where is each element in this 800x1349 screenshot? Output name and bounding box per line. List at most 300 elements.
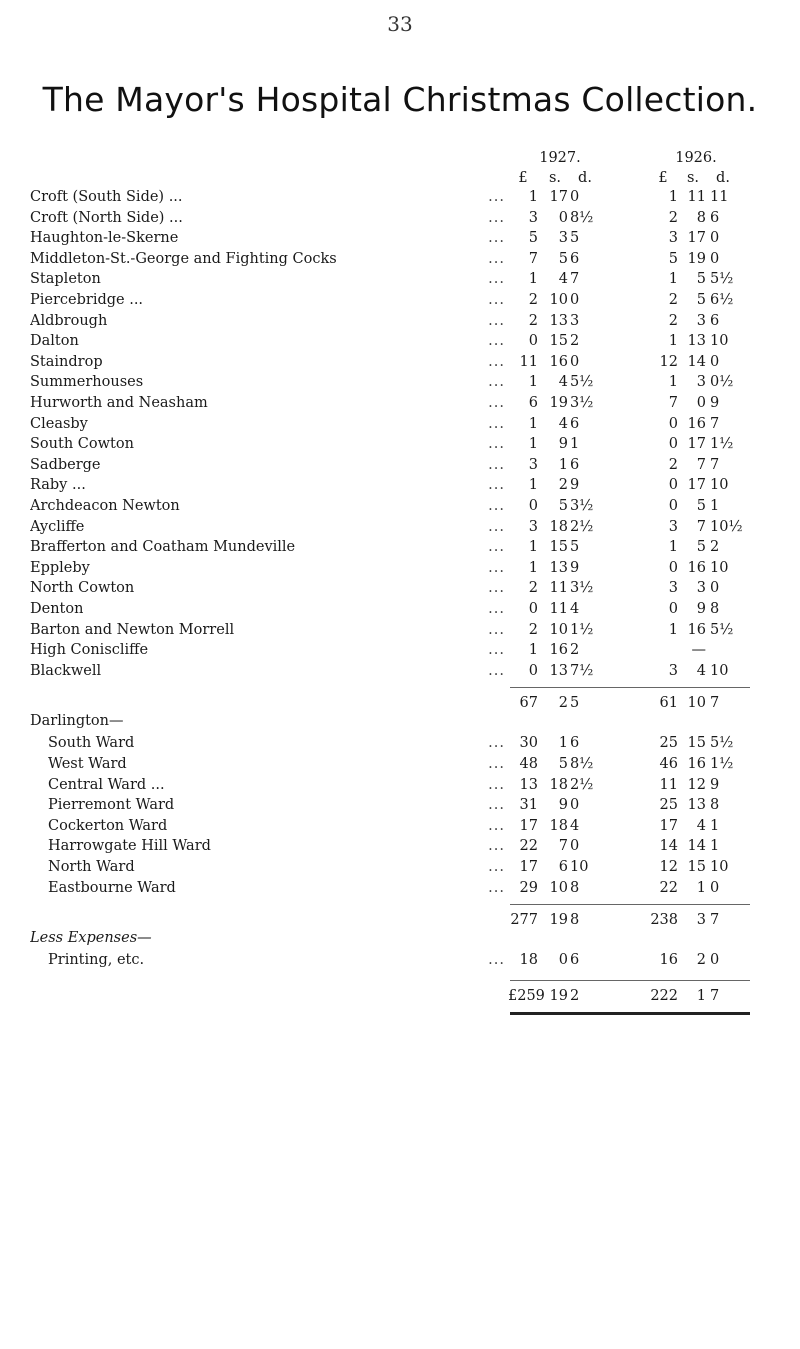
pounds-1926: 1: [668, 621, 678, 638]
pence-1926: 6: [710, 312, 720, 329]
pence-1927: 1: [570, 436, 580, 453]
pence-1926: 2: [710, 539, 720, 556]
shillings-1927: 16: [549, 642, 568, 659]
pence-1926: 10: [710, 559, 729, 576]
row-label: Archdeacon Newton: [30, 498, 180, 514]
row-label: Cleasby: [30, 415, 88, 432]
pounds-1927: 1: [528, 415, 538, 432]
parish-row: [30, 372, 790, 393]
parish-row: [30, 578, 790, 599]
parish-row: [30, 537, 790, 558]
shillings-1926: 15: [687, 859, 706, 875]
pence-1926: 6½: [710, 292, 734, 308]
pence-1927: 5½: [570, 374, 594, 391]
leader-dots: ...: [488, 817, 505, 834]
pence-1927: 2½: [570, 518, 594, 535]
row-label: Pierremont Ward: [48, 797, 175, 814]
shillings-1926: 16: [687, 559, 706, 576]
parish-row: [30, 496, 790, 517]
leader-dots: ...: [488, 395, 505, 411]
pounds-1926: 0: [668, 601, 678, 617]
leader-dots: ...: [488, 518, 505, 535]
pounds-1926: 12: [659, 859, 678, 875]
pounds-1927: 67: [519, 695, 538, 712]
pounds-1926: 25: [659, 797, 678, 814]
pounds-1927: 1: [528, 642, 538, 659]
pence-1926: 0: [710, 250, 720, 267]
pounds-1927: 1: [528, 436, 538, 453]
pounds-1927: 3: [528, 518, 538, 535]
shillings-1927: 16: [549, 353, 568, 370]
pence-1927: 8½: [570, 209, 594, 226]
pounds-1927: 0: [528, 601, 538, 617]
pounds-1926: 3: [668, 662, 678, 679]
pence-1926: 0: [710, 879, 720, 896]
shillings-1926: 0: [696, 395, 706, 411]
row-label: High Coniscliffe: [30, 642, 149, 659]
pence-1927: 8: [570, 912, 580, 929]
leader-dots: ...: [488, 250, 505, 267]
pence-1927: 8½: [570, 756, 594, 772]
row-label: Printing, etc.: [48, 952, 145, 969]
row-label: Croft (South Side) ...: [30, 189, 183, 205]
pence-1926: 7: [710, 456, 720, 473]
pence-1926: 7: [710, 988, 720, 1005]
shillings-1927: 4: [558, 271, 568, 288]
pence-1926: 0½: [710, 374, 734, 391]
shillings-1927: 18: [549, 776, 568, 793]
leader-dots: ...: [488, 601, 505, 617]
pence-1926: 1½: [710, 756, 734, 772]
shillings-1927: 13: [549, 312, 568, 329]
shillings-1927: 1: [558, 456, 568, 473]
ward-row: [30, 775, 790, 796]
parish-row: [30, 393, 790, 414]
shillings-1926: 11: [687, 189, 706, 205]
shillings-1927: 9: [558, 436, 568, 453]
pounds-1927: 1: [528, 189, 538, 205]
pounds-1927: 3: [528, 456, 538, 473]
parish-row: [30, 475, 790, 496]
row-label: Summerhouses: [30, 374, 144, 391]
pence-1926: 10: [710, 859, 729, 875]
shillings-1927: 11: [549, 580, 568, 597]
row-label: Barton and Newton Morrell: [30, 621, 235, 638]
row-label: Denton: [30, 601, 84, 617]
pence-1926: 10: [710, 333, 729, 350]
row-label: Sadberge: [30, 456, 101, 473]
shillings-1926: 3: [696, 374, 706, 391]
parish-row: [30, 414, 790, 435]
ward-row: [30, 733, 790, 754]
row-label: Middleton-St.-George and Fighting Cocks: [30, 250, 337, 267]
shillings-1926: 3: [696, 912, 706, 929]
shillings-1926: 7: [696, 518, 706, 535]
shillings-1926: 5: [696, 292, 706, 308]
parish-row: [30, 434, 790, 455]
pence-1927: 2½: [570, 776, 594, 793]
grand-total-row: [30, 986, 790, 1007]
parish-row: [30, 249, 790, 270]
leader-dots: ...: [488, 271, 505, 288]
ward-row: [30, 816, 790, 837]
shillings-1926: 1: [696, 988, 706, 1005]
shillings-1926: 16: [687, 415, 706, 432]
less-expenses-heading: [30, 928, 790, 949]
pence-1927: 3½: [570, 580, 594, 597]
pence-1927: 0: [570, 797, 580, 814]
shillings-1926: 17: [687, 477, 706, 494]
shillings-1927: 19: [549, 395, 568, 411]
pounds-1927: 2: [528, 621, 538, 638]
total-rule: [510, 980, 750, 981]
shillings-1926: 13: [687, 797, 706, 814]
pounds-1927: 1: [528, 477, 538, 494]
shillings-1926: 19: [687, 250, 706, 267]
pounds-1926: 238: [650, 912, 678, 929]
shillings-1927: 13: [549, 559, 568, 576]
pence-1926: 0: [710, 353, 720, 370]
leader-dots: ...: [488, 353, 505, 370]
shillings-1926: 10: [687, 695, 706, 712]
expenses-row: [30, 950, 790, 971]
shillings-1927: 0: [558, 952, 568, 969]
shillings-1927: 2: [558, 477, 568, 494]
shillings-1927: 1: [558, 735, 568, 752]
shillings-1926: 12: [687, 776, 706, 793]
shillings-1926: 16: [687, 756, 706, 772]
ward-row: [30, 857, 790, 878]
pounds-1927: 30: [519, 735, 538, 752]
subtotal-rule-2: [510, 904, 750, 905]
pence-1927: 0: [570, 353, 580, 370]
leader-dots: ...: [488, 374, 505, 391]
ward-row: [30, 836, 790, 857]
shillings-1927: 3: [558, 230, 568, 247]
pounds-1927: 1: [528, 374, 538, 391]
pounds-1926: 3: [668, 518, 678, 535]
pence-1926: 0: [710, 230, 720, 247]
pounds-1926: 0: [668, 436, 678, 453]
shillings-1927: 0: [558, 209, 568, 226]
pounds-1926: 2: [668, 312, 678, 329]
pence-1927: 8: [570, 879, 580, 896]
parish-row: [30, 290, 790, 311]
leader-dots: ...: [488, 539, 505, 556]
row-label: Hurworth and Neasham: [30, 395, 208, 411]
pence-1927: 2: [570, 642, 580, 659]
darlington-heading: [30, 711, 790, 732]
total-double-rule: [510, 1012, 750, 1015]
leader-dots: ...: [488, 333, 505, 350]
pence-1926: 9: [710, 395, 720, 411]
shillings-1927: 2: [558, 695, 568, 712]
pounds-1926: 2: [668, 292, 678, 308]
pence-1926: 6: [710, 209, 720, 226]
pence-1927: 7½: [570, 662, 594, 679]
shillings-1927: 4: [558, 374, 568, 391]
pence-1926: 11: [710, 189, 729, 205]
leader-dots: ...: [488, 415, 505, 432]
pounds-1927: 48: [519, 756, 538, 772]
parish-row: [30, 599, 790, 620]
pounds-1927: 6: [528, 395, 538, 411]
pounds-1926: 46: [659, 756, 678, 772]
row-label: Less Expenses—: [30, 930, 152, 947]
pence-1927: 2: [570, 333, 580, 350]
pounds-1926: 0: [668, 415, 678, 432]
pence-1927: 9: [570, 559, 580, 576]
shillings-1927: 17: [549, 189, 568, 205]
shillings-1927: 6: [558, 859, 568, 875]
shillings-1926: 14: [687, 353, 706, 370]
leader-dots: ...: [488, 559, 505, 576]
row-label: Piercebridge ...: [30, 292, 144, 308]
pence-1926: 7: [710, 695, 720, 712]
row-label: Stapleton: [30, 271, 101, 288]
pence-1927: 6: [570, 952, 580, 969]
parish-row: [30, 331, 790, 352]
leader-dots: ...: [488, 642, 505, 659]
shillings-1927: 15: [549, 333, 568, 350]
row-label: Cockerton Ward: [48, 817, 168, 834]
pounds-1926: 1: [668, 374, 678, 391]
parish-row: [30, 455, 790, 476]
shillings-1926: 17: [687, 230, 706, 247]
ward-row: [30, 754, 790, 775]
pounds-1927: 1: [528, 539, 538, 556]
pounds-1927: £259: [508, 988, 545, 1005]
leader-dots: ...: [488, 292, 505, 308]
header-shillings-1927: s.: [548, 170, 562, 186]
pounds-1927: 29: [519, 879, 538, 896]
pounds-1926: 25: [659, 735, 678, 752]
pence-1927: 0: [570, 292, 580, 308]
leader-dots: ...: [488, 797, 505, 814]
parish-row: [30, 558, 790, 579]
pounds-1927: 0: [528, 498, 538, 514]
pence-1926: 7: [710, 415, 720, 432]
parish-row: [30, 311, 790, 332]
leader-dots: ...: [488, 952, 505, 969]
leader-dots: ...: [488, 838, 505, 855]
pounds-1926: 3: [668, 580, 678, 597]
parish-row: [30, 269, 790, 290]
pence-1927: 9: [570, 477, 580, 494]
shillings-1926: 17: [687, 436, 706, 453]
shillings-1926: 5: [696, 271, 706, 288]
row-label: Darlington—: [30, 713, 124, 730]
shillings-1927: 19: [549, 988, 568, 1005]
pence-1926: 5½: [710, 621, 734, 638]
header-pounds-1926: £: [658, 170, 668, 186]
pence-1927: 6: [570, 250, 580, 267]
shillings-1926: 16: [687, 621, 706, 638]
shillings-1926: 1: [696, 879, 706, 896]
parish-row: [30, 228, 790, 249]
shillings-1926: 4: [696, 662, 706, 679]
leader-dots: ...: [488, 230, 505, 247]
shillings-1926: 2: [696, 952, 706, 969]
shillings-1927: 18: [549, 518, 568, 535]
leader-dots: ...: [488, 498, 505, 514]
pence-1927: 3: [570, 312, 580, 329]
pounds-1926: 16: [659, 952, 678, 969]
pounds-1927: 2: [528, 580, 538, 597]
pounds-1927: 18: [519, 952, 538, 969]
shillings-1926: 14: [687, 838, 706, 855]
pounds-1927: 17: [519, 817, 538, 834]
shillings-1927: 5: [558, 756, 568, 772]
header-pence-1926: d.: [716, 170, 730, 186]
row-label: South Ward: [48, 735, 135, 752]
pounds-1926: 12: [659, 353, 678, 370]
pounds-1927: 277: [510, 912, 538, 929]
parish-row: [30, 620, 790, 641]
row-label: Harrowgate Hill Ward: [48, 838, 211, 855]
pence-1927: 10: [570, 859, 589, 875]
shillings-1927: 13: [549, 662, 568, 679]
pounds-1927: 5: [528, 230, 538, 247]
row-label: Haughton-le-Skerne: [30, 230, 179, 247]
pence-1927: 0: [570, 838, 580, 855]
shillings-1926: 3: [696, 312, 706, 329]
pounds-1926: 0: [668, 559, 678, 576]
leader-dots: ...: [488, 477, 505, 494]
pounds-1926: 61: [659, 695, 678, 712]
pence-1927: 6: [570, 456, 580, 473]
shillings-1927: 10: [549, 292, 568, 308]
pounds-1927: 22: [519, 838, 538, 855]
pounds-1926: 11: [659, 776, 678, 793]
pounds-1926: 2: [668, 209, 678, 226]
pence-1927: 7: [570, 271, 580, 288]
pounds-1927: 1: [528, 271, 538, 288]
parish-row: [30, 187, 790, 208]
leader-dots: ...: [488, 436, 505, 453]
pounds-1926: 2: [668, 456, 678, 473]
row-label: Staindrop: [30, 353, 103, 370]
pounds-1927: 17: [519, 859, 538, 875]
ward-row: [30, 795, 790, 816]
pounds-1926: 1: [668, 333, 678, 350]
pounds-1926: 222: [650, 988, 678, 1005]
shillings-1927: 7: [558, 838, 568, 855]
pence-1926: 1½: [710, 436, 734, 453]
subtotal-rule-1: [510, 687, 750, 688]
pence-1927: 5: [570, 539, 580, 556]
leader-dots: ...: [488, 189, 505, 205]
row-label: Raby ...: [30, 477, 86, 494]
pounds-1926: 1: [668, 539, 678, 556]
row-label: South Cowton: [30, 436, 134, 453]
shillings-1926: 4: [696, 817, 706, 834]
parish-row: [30, 352, 790, 373]
header-pounds-1927: £: [518, 170, 528, 186]
pounds-1927: 1: [528, 559, 538, 576]
pounds-1926: 22: [659, 879, 678, 896]
leader-dots: ...: [488, 735, 505, 752]
pounds-1926: 7: [668, 395, 678, 411]
leader-dots: ...: [488, 580, 505, 597]
shillings-1927: 11: [549, 601, 568, 617]
pounds-1926: 5: [668, 250, 678, 267]
row-label: Central Ward ...: [48, 776, 165, 793]
shillings-1927: 19: [549, 912, 568, 929]
leader-dots: ...: [488, 456, 505, 473]
page-number: 33: [387, 12, 413, 36]
pounds-1927: 31: [519, 797, 538, 814]
shillings-1927: 10: [549, 621, 568, 638]
pounds-1927: 0: [528, 662, 538, 679]
shillings-1926: 9: [696, 601, 706, 617]
leader-dots: ...: [488, 756, 505, 772]
pounds-1927: 2: [528, 312, 538, 329]
pence-1926: 1: [710, 498, 720, 514]
shillings-1926: 3: [696, 580, 706, 597]
leader-dots: ...: [488, 776, 505, 793]
row-label: Aldbrough: [30, 312, 108, 329]
row-label: West Ward: [48, 756, 127, 772]
pence-1927: 6: [570, 735, 580, 752]
pence-1926: 10: [710, 662, 729, 679]
shillings-1927: 15: [549, 539, 568, 556]
pence-1926: 7: [710, 912, 720, 929]
leader-dots: ...: [488, 859, 505, 875]
row-label: Brafferton and Coatham Mundeville: [30, 539, 296, 556]
parish-row: [30, 661, 790, 682]
page-title: The Mayor's Hospital Christmas Collection.: [42, 80, 758, 119]
pounds-1926: 1: [668, 189, 678, 205]
row-label: Croft (North Side) ...: [30, 209, 183, 226]
pence-1927: 3½: [570, 498, 594, 514]
pounds-1927: 0: [528, 333, 538, 350]
pence-1926: 10: [710, 477, 729, 494]
row-label: Aycliffe: [30, 518, 85, 535]
parish-row: [30, 640, 790, 661]
row-label: North Ward: [48, 859, 135, 875]
shillings-1927: 9: [558, 797, 568, 814]
row-label: Eastbourne Ward: [48, 879, 176, 896]
pounds-1927: 7: [528, 250, 538, 267]
pence-1927: 0: [570, 189, 580, 205]
header-year-1926: 1926.: [675, 150, 717, 166]
pounds-1926: 1: [668, 271, 678, 288]
shillings-1927: 4: [558, 415, 568, 432]
leader-dots: ...: [488, 621, 505, 638]
pence-1927: 1½: [570, 621, 594, 638]
pounds-1927: 2: [528, 292, 538, 308]
pence-1927: 4: [570, 601, 580, 617]
ward-row: [30, 878, 790, 899]
shillings-1927: 18: [549, 817, 568, 834]
pence-1926: 0: [710, 580, 720, 597]
pence-1926: 1: [710, 838, 720, 855]
pounds-1927: 11: [519, 353, 538, 370]
leader-dots: ...: [488, 312, 505, 329]
shillings-1927: 5: [558, 498, 568, 514]
pence-1927: 5: [570, 695, 580, 712]
pence-1926: 0: [710, 952, 720, 969]
pence-1926: 9: [710, 776, 720, 793]
pence-1927: 5: [570, 230, 580, 247]
leader-dots: ...: [488, 662, 505, 679]
pence-1926: 10½: [710, 518, 743, 535]
pence-1926: 8: [710, 601, 720, 617]
shillings-1926: —: [691, 642, 706, 659]
pounds-1926: 14: [659, 838, 678, 855]
leader-dots: ...: [488, 879, 505, 896]
